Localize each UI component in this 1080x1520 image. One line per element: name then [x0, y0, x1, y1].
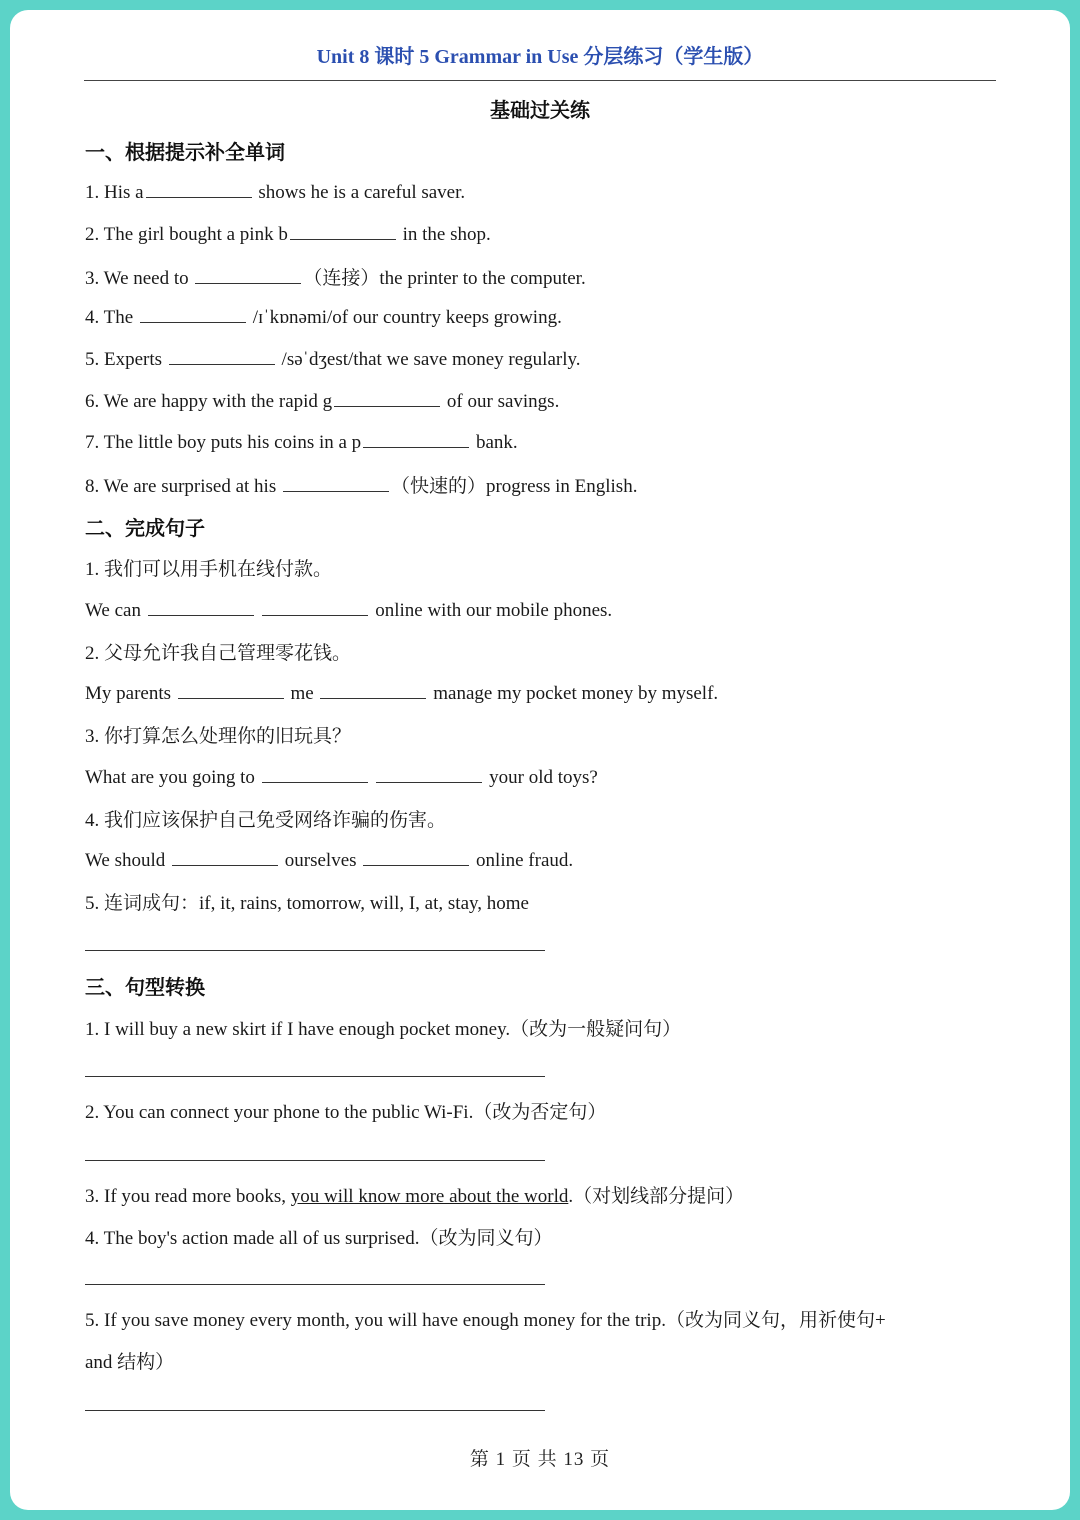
- s2-question-5: 5. 连词成句：if, it, rains, tomorrow, will, I, at, stay, home: [85, 893, 529, 914]
- s3-question-2: 2. You can connect your phone to the public Wi-Fi.（改为否定句）: [85, 1102, 607, 1123]
- answer-blank[interactable]: [363, 429, 469, 448]
- s1-question-6: 6. We are happy with the rapid g of our savings.: [85, 388, 559, 413]
- answer-blank[interactable]: [262, 764, 368, 783]
- page-title: Unit 8 课时 5 Grammar in Use 分层练习（学生版）: [316, 46, 764, 68]
- s3-question-5-line1: 5. If you save money every month, you will have enough money for the trip.（改为同义句，用祈使句+: [85, 1310, 886, 1331]
- answer-blank[interactable]: [290, 221, 396, 240]
- answer-blank[interactable]: [320, 680, 426, 699]
- s2-question-2-en: My parents me manage my pocket money by myself.: [85, 680, 718, 705]
- s1-question-1: 1. His a shows he is a careful saver.: [85, 179, 465, 204]
- answer-blank[interactable]: [195, 265, 301, 284]
- s1-question-5: 5. Experts /səˈdʒest/that we save money regularly.: [85, 346, 581, 371]
- s1-question-7: 7. The little boy puts his coins in a p bank.: [85, 429, 518, 454]
- s1-question-8: 8. We are surprised at his （快速的）progress in English.: [85, 471, 637, 498]
- answer-blank[interactable]: [283, 473, 389, 492]
- answer-blank[interactable]: [178, 680, 284, 699]
- s2-question-4-en: We should ourselves online fraud.: [85, 847, 573, 872]
- page-subtitle: 基础过关练: [490, 100, 590, 122]
- section-3-heading: 三、句型转换: [85, 975, 205, 999]
- answer-blank[interactable]: [169, 346, 275, 365]
- s1-question-4: 4. The /ɪˈkɒnəmi/of our country keeps growing.: [85, 304, 562, 329]
- answer-blank[interactable]: [262, 597, 368, 616]
- answer-blank[interactable]: [146, 179, 252, 198]
- s2-question-4-cn: 4. 我们应该保护自己免受网络诈骗的伤害。: [85, 810, 447, 831]
- s1-question-2: 2. The girl bought a pink b in the shop.: [85, 221, 491, 246]
- s2-question-1-en: We can online with our mobile phones.: [85, 597, 612, 622]
- answer-blank[interactable]: [363, 847, 469, 866]
- page-number: 第 1 页 共 13 页: [469, 1449, 611, 1470]
- s2-question-3-en: What are you going to your old toys?: [85, 764, 598, 789]
- answer-blank[interactable]: [376, 764, 482, 783]
- answer-line[interactable]: [85, 1076, 545, 1077]
- s3-question-4: 4. The boy's action made all of us surprised.（改为同义句）: [85, 1228, 553, 1249]
- s3-question-1: 1. I will buy a new skirt if I have enough pocket money.（改为一般疑问句）: [85, 1019, 682, 1040]
- section-2-heading: 二、完成句子: [85, 516, 205, 540]
- answer-line[interactable]: [85, 1410, 545, 1411]
- title-divider: [84, 80, 996, 81]
- answer-blank[interactable]: [334, 388, 440, 407]
- answer-blank[interactable]: [140, 304, 246, 323]
- s1-question-3: 3. We need to （连接）the printer to the computer.: [85, 263, 586, 290]
- answer-blank[interactable]: [148, 597, 254, 616]
- answer-blank[interactable]: [172, 847, 278, 866]
- underlined-phrase: you will know more about the world: [290, 1186, 569, 1207]
- answer-line[interactable]: [85, 1160, 545, 1161]
- worksheet-page: [10, 10, 1070, 1510]
- answer-line[interactable]: [85, 950, 545, 951]
- s2-question-1-cn: 1. 我们可以用手机在线付款。: [85, 559, 333, 580]
- s3-question-5-line2: and 结构）: [85, 1352, 175, 1373]
- s3-question-3: 3. If you read more books, you will know more about the world.（对划线部分提问）: [85, 1186, 745, 1207]
- answer-line[interactable]: [85, 1284, 545, 1285]
- s2-question-3-cn: 3. 你打算怎么处理你的旧玩具？: [85, 726, 352, 747]
- section-1-heading: 一、根据提示补全单词: [85, 140, 285, 164]
- s2-question-2-cn: 2. 父母允许我自己管理零花钱。: [85, 643, 352, 664]
